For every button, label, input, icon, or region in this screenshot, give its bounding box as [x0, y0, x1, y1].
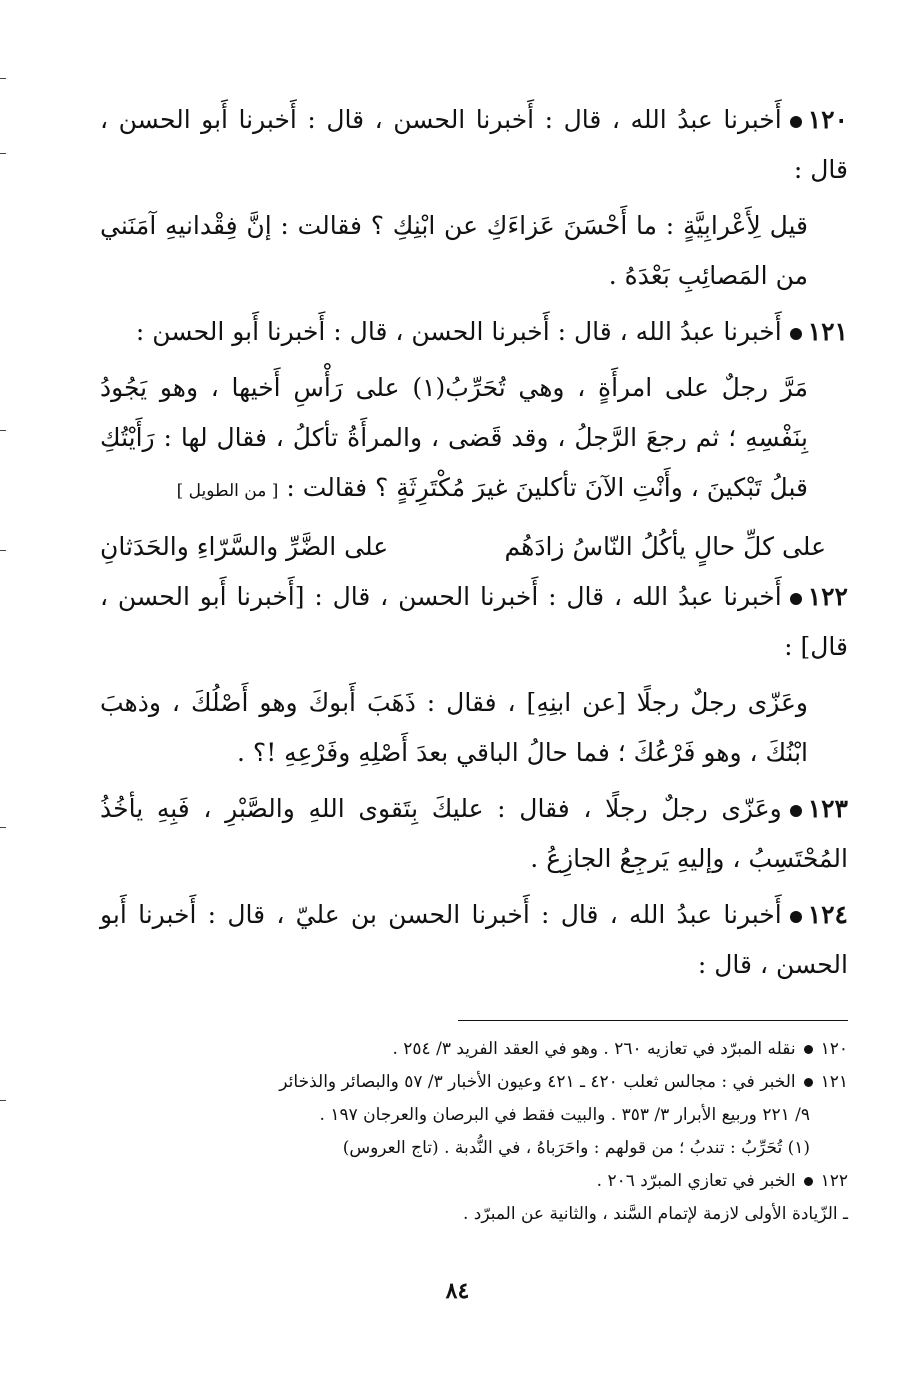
footnote-text: ٩/ ٢٢١ وربيع الأبرار ٣/ ٣٥٣ . والبيت فقط في البرصان والعرجان ١٩٧ . [319, 1105, 810, 1125]
bullet-icon [790, 805, 802, 817]
meter-label: [ من الطويل ] [176, 481, 279, 501]
bullet-icon [790, 911, 802, 923]
margin-mark [0, 1100, 6, 1101]
bullet-icon [790, 328, 802, 340]
entry-text: أَخبرنا عبدُ الله ، قال : أَخبرنا الحسن ، قال : أَخبرنا أَبو الحسن ، قال : [100, 105, 848, 184]
entry-body-text: قيل لِأَعْرابِيَّةٍ : ما أَحْسَنَ عَزاءَكِ عن ابْنِكِ ؟ فقالت : إنَّ فِقْدانيهِ آمَنَني من المَصائِبِ بَعْدَهُ . [100, 211, 808, 290]
footnote-continuation [100, 1099, 848, 1132]
footnote-number: ١٢١ [820, 1072, 848, 1092]
main-text [100, 95, 848, 990]
entry-text: أَخبرنا عبدُ الله ، قال : أَخبرنا الحسن ، قال : أَخبرنا أَبو الحسن : [135, 317, 782, 346]
entry-text: أَخبرنا عبدُ الله ، قال : أَخبرنا الحسن بن عليّ ، قال : أَخبرنا أَبو الحسن ، قال : [100, 900, 848, 979]
footnote-number: ١٢٢ [820, 1171, 848, 1191]
entry-number: ١٢٣ [807, 794, 848, 823]
entry-121 [100, 307, 848, 357]
footnote-remark [100, 1198, 848, 1231]
margin-mark [0, 827, 6, 828]
bullet-icon [790, 116, 802, 128]
footnote-number: ١٢٠ [820, 1039, 848, 1059]
verse-hemistich-2: على الضَّرِّ والسَّرّاءِ والحَدَثانِ [100, 532, 389, 561]
entry-123 [100, 784, 848, 884]
footnote-gloss [100, 1132, 848, 1165]
footnote-text: ـ الزّيادة الأولى لازمة لإتمام السَّند ، والثانية عن المبرّد . [462, 1204, 848, 1224]
entry-body [100, 201, 848, 301]
footnote-text: (١) تُحَرِّبُ : تندبُ ؛ من قولهم : واحَرَباهُ ، في النُّدبة . (تاج العروس) [342, 1138, 810, 1158]
entry-text: وعَزّى رجلٌ رجلًا ، فقال : عليكَ بِتَقوى اللهِ والصَّبْرِ ، فَبِهِ يأخُذُ المُحْتَسِبُ ، وإليهِ يَرجِعُ الجازِعُ . [100, 794, 848, 873]
entry-text: أَخبرنا عبدُ الله ، قال : أَخبرنا الحسن ، قال : [أَخبرنا أَبو الحسن ، قال] : [100, 582, 848, 661]
footnotes [100, 1033, 848, 1231]
footnote-text: الخبر في : مجالس ثعلب ٤٢٠ ـ ٤٢١ وعيون الأخبار ٣/ ٥٧ والبصائر والذخائر [279, 1072, 796, 1092]
entry-124 [100, 890, 848, 990]
footnote-text: نقله المبرّد في تعازيه ٢٦٠ . وهو في العقد الفريد ٣/ ٢٥٤ . [392, 1039, 796, 1059]
footnote-separator [458, 1020, 848, 1021]
page-number: ٨٤ [445, 1278, 470, 1304]
footnote-120 [100, 1033, 848, 1066]
margin-mark [0, 78, 6, 79]
entry-number: ١٢٤ [807, 900, 848, 929]
bullet-icon [804, 1045, 813, 1054]
entry-body [100, 363, 848, 516]
entry-120 [100, 95, 848, 195]
entry-number: ١٢٠ [807, 105, 848, 134]
entry-number: ١٢٢ [807, 582, 848, 611]
verse-hemistich-1: على كلِّ حالٍ يأكُلُ النّاسُ زادَهُم [504, 532, 826, 561]
footnote-121 [100, 1066, 848, 1099]
document-page [100, 95, 848, 1231]
entry-body [100, 678, 848, 778]
entry-body-text: مَرَّ رجلٌ على امرأَةٍ ، وهي تُحَرِّبُ(١) على رَأْسِ أَخيها ، وهو يَجُودُ بِنَفْسِهِ ؛ ثم رجعَ الرَّجلُ ، وقد قَضى ، والمرأَةُ تأكلُ ، فقال لها : رَأَيْتُكِ قبلُ تَبْكينَ ، وأَنْتِ الآنَ تأكلينَ غيرَ مُكْتَرِثَةٍ ؟ فقالت : [100, 373, 808, 502]
bullet-icon [790, 593, 802, 605]
bullet-icon [804, 1177, 813, 1186]
entry-122 [100, 572, 848, 672]
margin-mark [0, 153, 6, 154]
footnote-text: الخبر في تعازي المبرّد ٢٠٦ . [596, 1171, 796, 1191]
poem-verse [100, 522, 848, 572]
entry-body-text: وعَزّى رجلٌ رجلًا [عن ابنِهِ] ، فقال : ذَهَبَ أَبوكَ وهو أَصْلُكَ ، وذهبَ ابْنُكَ ، وهو فَرْعُكَ ؛ فما حالُ الباقي بعدَ أَصْلِهِ وفَرْعِهِ !؟ . [100, 688, 808, 767]
bullet-icon [804, 1078, 813, 1087]
entry-number: ١٢١ [807, 317, 848, 346]
margin-mark [0, 550, 6, 551]
margin-mark [0, 430, 6, 431]
footnote-122 [100, 1165, 848, 1198]
